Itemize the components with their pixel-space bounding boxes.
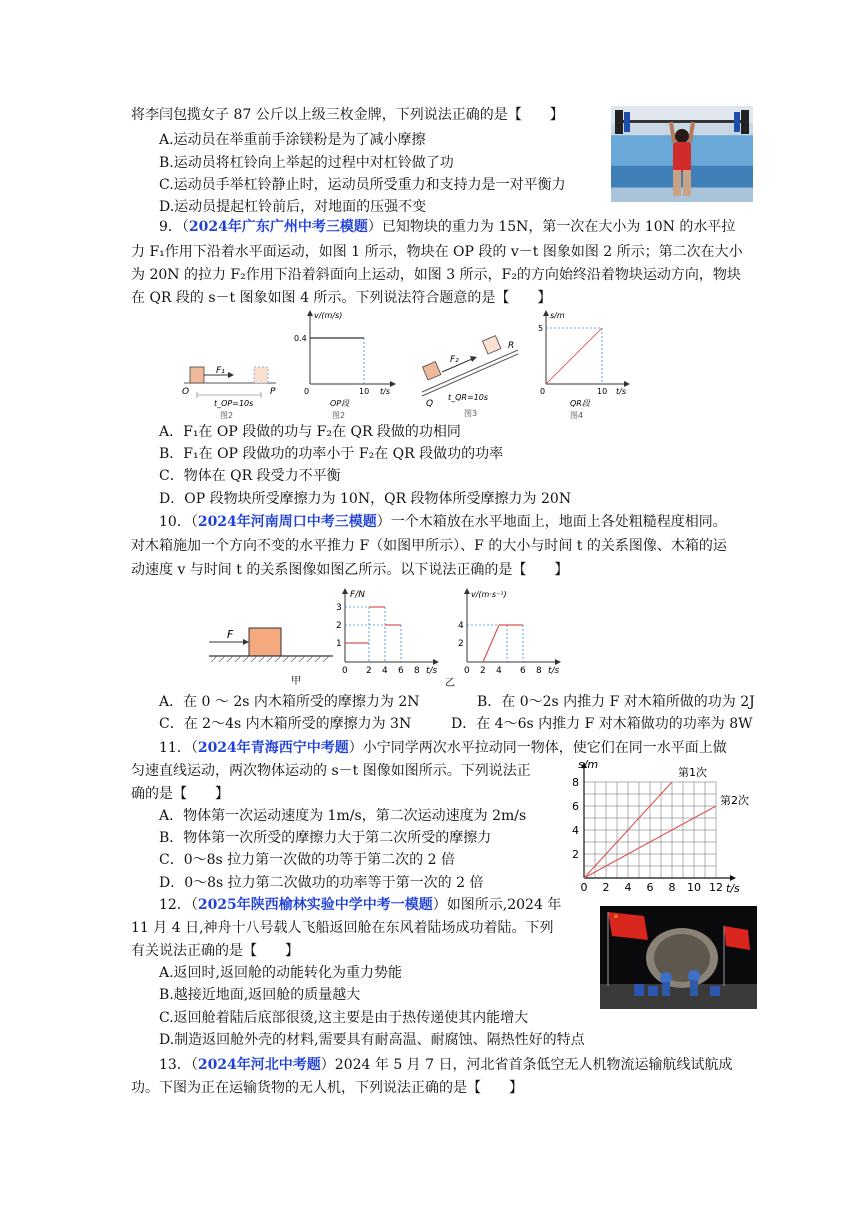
x-axis-label: t/s xyxy=(726,882,740,895)
q10-jia-label: 甲 xyxy=(291,676,301,687)
q9-option-d: D．OP 段物块所受摩擦力为 10N，QR 段物体所受摩擦力为 20N xyxy=(159,491,572,507)
q10-stem-line3: 动速度 v 与时间 t 的关系图像如图乙所示。以下说法正确的是【 】 xyxy=(131,562,569,578)
q12-option-d: D.制造返回舱外壳的材料,需要具有耐高温、耐腐蚀、隔热性好的特点 xyxy=(159,1032,585,1048)
q12-stem-line3: 有关说法正确的是【 】 xyxy=(131,943,299,959)
q12-stem-line2: 11 月 4 日,神舟十八号载人飞船返回舱在东风着陆场成功着陆。下列 xyxy=(131,920,554,936)
q11-stem-tail: ）小宁同学两次水平拉动同一物体，使它们在同一水平面上做 xyxy=(348,740,727,756)
q12-option-b: B.越接近地面,返回舱的质量越大 xyxy=(159,987,361,1003)
q10-velocity-time-chart xyxy=(445,590,575,690)
q9-f4-xlabel: t/s xyxy=(616,387,626,396)
q13-stem-line2: 功。下图为正在运输货物的无人机，下列说法正确的是【 】 xyxy=(131,1080,523,1096)
q10-option-d: D．在 4～6s 内推力 F 对木箱做功的功率为 8W xyxy=(451,716,753,732)
weightlifter-photo xyxy=(611,106,753,202)
q10-stem-line1 xyxy=(159,512,727,532)
q10-source: 2024年河南周口中考三模题 xyxy=(197,514,377,530)
q9-f2-xtick: 10 xyxy=(359,387,370,396)
x-tick-label: 6 xyxy=(646,881,654,894)
q10-f-ytick-3: 3 xyxy=(336,603,342,613)
q11-number: 11．（ xyxy=(159,740,198,756)
q9-option-a: A．F₁在 OP 段做的功与 F₂在 QR 段做的功相同 xyxy=(159,424,461,440)
q11-st-chart xyxy=(570,758,770,895)
q10-f-ylabel: F/N xyxy=(350,590,365,600)
y-tick-label: 2 xyxy=(572,848,579,861)
q9-stem-line4: 在 QR 段的 s－t 图象如图 4 所示。下列说法符合题意的是【 】 xyxy=(131,290,552,306)
q9-f2-ytick: 0.4 xyxy=(294,334,307,343)
x-tick-label: 2 xyxy=(602,881,610,894)
return-capsule-photo xyxy=(600,906,757,1009)
q10-f-xtick-4: 4 xyxy=(382,666,388,676)
q9-stem-line1 xyxy=(159,217,735,237)
q11-source: 2024年青海西宁中考题 xyxy=(197,740,349,756)
q9-f4-caption2: 图4 xyxy=(570,411,584,420)
q10-figure-jia xyxy=(205,598,335,688)
y-tick-label: 8 xyxy=(572,776,579,789)
q10-number: 10．（ xyxy=(159,514,198,530)
q9-stem-line3: 为 20N 的拉力 F₂作用下沿着斜面向上运动，如图 3 所示，F₂的方向始终沿着物块运动方向，物块 xyxy=(131,267,741,283)
q10-v-xtick-6: 6 xyxy=(520,666,526,676)
x-tick-label: 4 xyxy=(624,881,632,894)
q10-option-a: A．在 0 ～ 2s 内木箱所受的摩擦力为 2N xyxy=(159,694,420,710)
q10-v-xlabel: t/s xyxy=(548,666,560,676)
q11-stem-line3: 确的是【 】 xyxy=(131,786,229,802)
q10-f-xtick-0: 0 xyxy=(342,666,348,676)
q10-f-ytick-2: 2 xyxy=(336,621,342,631)
q10-v-xtick-8: 8 xyxy=(536,666,542,676)
q9-stem-tail: ）已知物块的重力为 15N，第一次在大小为 10N 的水平拉 xyxy=(367,219,736,235)
x-tick-label: 8 xyxy=(668,881,676,894)
q10-v-ytick-4: 4 xyxy=(458,621,464,631)
q11-stem-line1 xyxy=(159,738,727,758)
y-tick-label: 4 xyxy=(572,824,579,837)
q9-f1-p-label: P xyxy=(270,387,276,397)
x-tick-label: 12 xyxy=(709,881,723,894)
q9-f3-q-label: Q xyxy=(426,399,434,409)
q9-f2-origin: 0 xyxy=(304,387,310,396)
q12-source: 2025年陕西榆林实验中学中考一模题 xyxy=(197,897,433,913)
q11-option-d: D．0～8s 拉力第二次做功的功率等于第一次的 2 倍 xyxy=(159,875,484,891)
q8-option-d: D.运动员提起杠铃前后，对地面的压强不变 xyxy=(159,199,427,215)
q9-f3-caption: 图3 xyxy=(464,409,478,418)
q13-stem-tail: ）2024 年 5 月 7 日，河北省首条低空无人机物流运输航线试航成 xyxy=(320,1057,733,1073)
q9-figure3-incline xyxy=(414,310,524,420)
q11-stem-line2: 匀速直线运动，两次物体运动的 s－t 图像如图所示。下列说法正 xyxy=(131,763,531,779)
q8-option-c: C.运动员手举杠铃静止时，运动员所受重力和支持力是一对平衡力 xyxy=(159,177,566,193)
q9-f2-xlabel: t/s xyxy=(380,387,390,396)
q13-number: 13．（ xyxy=(159,1057,198,1073)
q10-f-xtick-2: 2 xyxy=(366,666,372,676)
q11-option-c: C．0～8s 拉力第一次做的功等于第二次的 2 倍 xyxy=(159,852,455,868)
q9-number: 9．（ xyxy=(159,219,189,235)
q10-yi-label: 乙 xyxy=(445,678,455,689)
q12-number: 12．（ xyxy=(159,897,198,913)
q10-option-b: B．在 0～2s 内推力 F 对木箱所做的功为 2J xyxy=(477,694,755,710)
q11-option-b: B．物体第一次所受的摩擦力大于第二次所受的摩擦力 xyxy=(159,830,492,846)
q9-f4-caption1: QR段 xyxy=(570,399,590,408)
q10-v-ytick-2: 2 xyxy=(458,639,464,649)
series-label-1: 第1次 xyxy=(678,766,707,779)
x-tick-label: 10 xyxy=(687,881,701,894)
q9-f4-xtick: 10 xyxy=(597,387,608,396)
series-label-2: 第2次 xyxy=(720,794,749,807)
q10-f-xtick-6: 6 xyxy=(398,666,404,676)
q9-f1-caption: 图2 xyxy=(220,411,234,420)
q9-f3-r-label: R xyxy=(508,341,515,351)
q13-source: 2024年河北中考题 xyxy=(197,1057,321,1073)
x-tick-label: 0 xyxy=(580,881,588,894)
q12-stem-tail: ）如图所示,2024 年 xyxy=(432,897,562,913)
q9-f3-force-label: F₂ xyxy=(450,355,459,365)
q9-f4-ylabel: s/m xyxy=(550,311,565,320)
q10-stem-line2: 对木箱施加一个方向不变的水平推力 F（如图甲所示）、F 的大小与时间 t 的关系图像、木箱的运 xyxy=(131,538,727,554)
q9-f4-origin: 0 xyxy=(540,387,546,396)
q10-f-xlabel: t/s xyxy=(426,666,438,676)
q11-option-a: A．物体第一次运动速度为 1m/s，第二次运动速度为 2m/s xyxy=(159,808,527,824)
q12-option-c: C.返回舱着陆后底部很烫,这主要是由于热传递使其内能增大 xyxy=(159,1010,529,1026)
q9-f3-time-label: t_QR=10s xyxy=(448,393,489,402)
q10-f-ytick-1: 1 xyxy=(336,639,342,649)
q9-f1-o-label: O xyxy=(182,387,190,397)
y-axis-label: s/m xyxy=(578,758,599,771)
q8-option-a: A.运动员在举重前手涂镁粉是为了减小摩擦 xyxy=(159,132,426,148)
q9-stem-line2: 力 F₁作用下沿着水平面运动，如图 1 所示，物块在 OP 段的 v－t 图象如图 2 所示；第二次在大小 xyxy=(131,244,743,260)
q9-f1-time-label: t_OP=10s xyxy=(214,399,254,408)
q10-force-time-chart xyxy=(333,590,443,675)
q10-stem-tail: ）一个木箱放在水平地面上，地面上各处粗糙程度相同。 xyxy=(376,514,727,530)
q9-figure4-st-chart xyxy=(532,310,642,420)
q10-v-ylabel: v/(m·s⁻¹) xyxy=(471,590,507,599)
q10-force-label: F xyxy=(227,628,234,641)
q9-figure1-horizontal xyxy=(180,310,280,420)
q10-v-xtick-4: 4 xyxy=(496,666,502,676)
q9-figure2-vt-chart xyxy=(292,310,402,420)
q10-v-xtick-2: 2 xyxy=(480,666,486,676)
q9-option-b: B．F₁在 OP 段做功的功率小于 F₂在 QR 段做功的功率 xyxy=(159,446,504,462)
q10-option-c: C．在 2～4s 内木箱所受的摩擦力为 3N xyxy=(159,716,412,732)
q9-f2-caption1: OP段 xyxy=(330,399,350,408)
q8-stem: 将李闫包揽女子 87 公斤以上级三枚金牌，下列说法正确的是【 】 xyxy=(131,107,564,123)
x-axis-arrow xyxy=(730,875,736,881)
q9-source: 2024年广东广州中考三模题 xyxy=(188,219,368,235)
q10-f-xtick-8: 8 xyxy=(414,666,420,676)
q12-option-a: A.返回时,返回舱的动能转化为重力势能 xyxy=(159,965,403,981)
q9-option-c: C．物体在 QR 段受力不平衡 xyxy=(159,468,341,484)
q12-stem-line1 xyxy=(159,895,561,915)
q9-f2-ylabel: v/(m/s) xyxy=(314,311,343,320)
q8-option-b: B.运动员将杠铃向上举起的过程中对杠铃做了功 xyxy=(159,155,454,171)
q9-f4-ytick: 5 xyxy=(538,324,544,333)
q10-v-xtick-0: 0 xyxy=(464,666,470,676)
q9-f1-force-label: F₁ xyxy=(216,366,225,376)
q13-stem-line1 xyxy=(159,1055,733,1075)
q9-f2-caption2: 图2 xyxy=(332,411,346,420)
y-tick-label: 6 xyxy=(572,800,579,813)
